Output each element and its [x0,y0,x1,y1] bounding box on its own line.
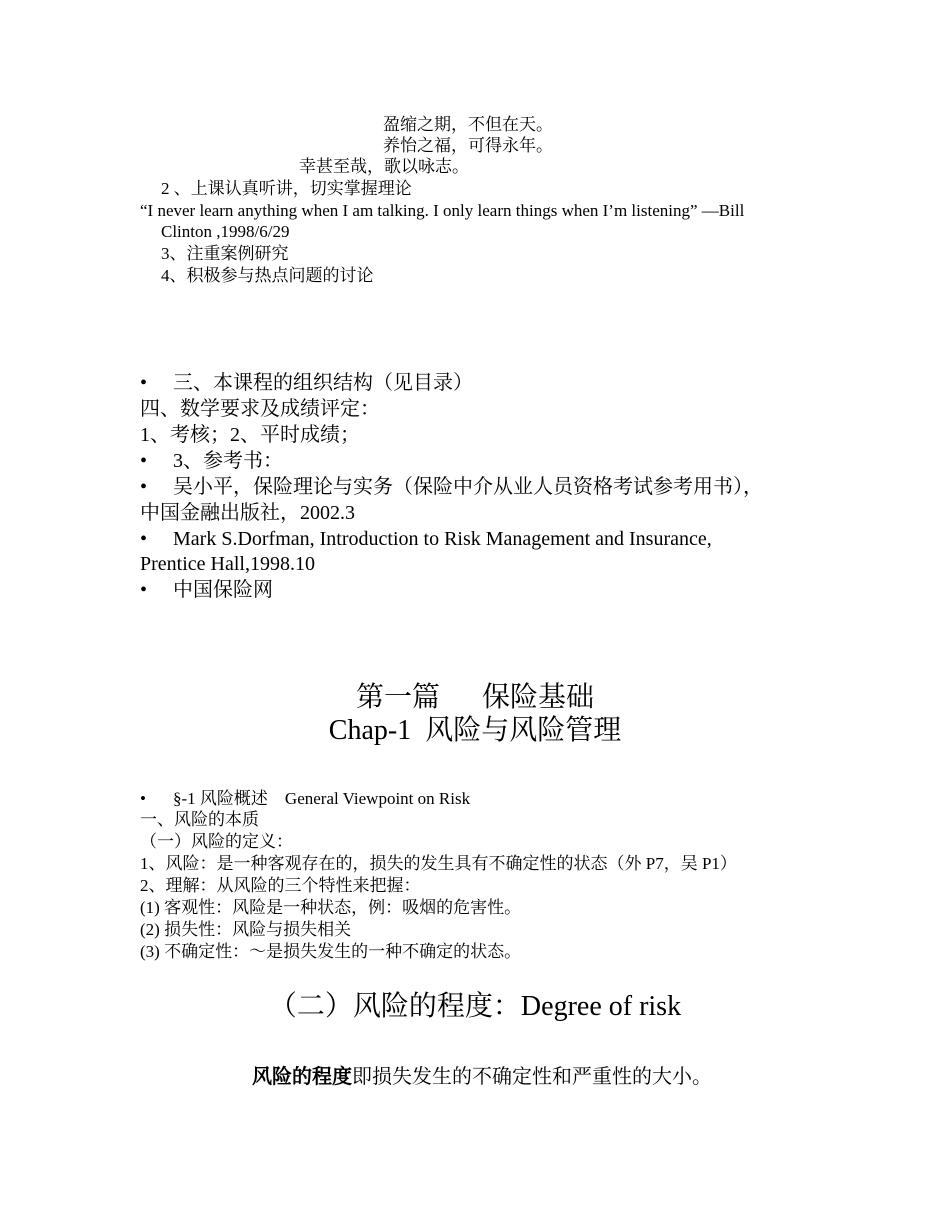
bullet-icon: • [140,579,148,601]
risk-nature: 一、风险的本质 [140,810,259,829]
risk-definition-1: 1、风险：是一种客观存在的，损失的发生具有不确定性的状态（外 P7，吴 P1） [140,854,737,873]
reference-3: 中国保险网 [173,579,273,601]
reference-2-line-1: Mark S.Dorfman, Introduction to Risk Management and Insurance, [173,528,712,550]
bullet-icon: • [140,789,146,808]
grading: 1、考核；2、平时成绩； [140,424,360,446]
study-tip-3: 3、注重案例研究 [161,244,289,263]
bullet-icon: • [140,450,148,472]
part-title: 第一篇 保险基础 [355,682,594,713]
section-2-heading: （二）风险的程度：Degree of risk [268,991,682,1022]
reference-2-item [140,529,712,549]
risk-trait-2: (2) 损失性：风险与损失相关 [140,920,352,939]
study-tip-4: 4、积极参与热点问题的讨论 [161,266,374,285]
reference-3-item [140,580,273,600]
references-heading: 3、参考书： [173,450,283,472]
math-requirements: 四、数学要求及成绩评定： [140,398,380,420]
poem-line-1: 盈缩之期，不但在天。 [383,115,553,134]
references-heading-item [140,451,283,471]
reference-2-line-2: Prentice Hall,1998.10 [140,553,315,575]
degree-definition-text: 即损失发生的不确定性和严重性的大小。 [352,1066,712,1088]
reference-1-line-2: 中国金融出版社，2002.3 [140,502,355,524]
bullet-icon: • [140,528,148,550]
reference-1-line-1: 吴小平，保险理论与实务（保险中介从业人员资格考试参考用书）， [173,476,763,498]
risk-definition-2: 2、理解：从风险的三个特性来把握： [140,876,421,895]
degree-definition [252,1066,712,1087]
risk-trait-1: (1) 客观性：风险是一种状态，例：吸烟的危害性。 [140,898,522,917]
bullet-icon: • [140,476,148,498]
risk-definition-heading: （一）风险的定义： [140,832,293,851]
bullet-icon: • [140,372,148,394]
section-1-heading-item [140,790,470,807]
risk-trait-3: (3) 不确定性：～是损失发生的一种不确定的状态。 [140,942,522,961]
poem-line-3: 幸甚至哉，歌以咏志。 [299,157,469,176]
poem-line-2: 养怡之福，可得永年。 [383,136,553,155]
section-1-heading: §-1 风险概述 General Viewpoint on Risk [173,789,471,808]
study-tip-2: 2 、上课认真听讲，切实掌握理论 [161,179,412,198]
quote-line-1: “I never learn anything when I am talking. I only learn things when I’m listening” —Bill [140,201,745,220]
degree-definition-term: 风险的程度 [252,1064,352,1088]
reference-1-item [140,477,763,497]
quote-line-2: Clinton ,1998/6/29 [161,222,290,241]
course-structure-text: 三、本课程的组织结构（见目录） [173,372,473,394]
chapter-title: Chap-1 风险与风险管理 [328,715,622,746]
course-structure-item [140,373,473,393]
